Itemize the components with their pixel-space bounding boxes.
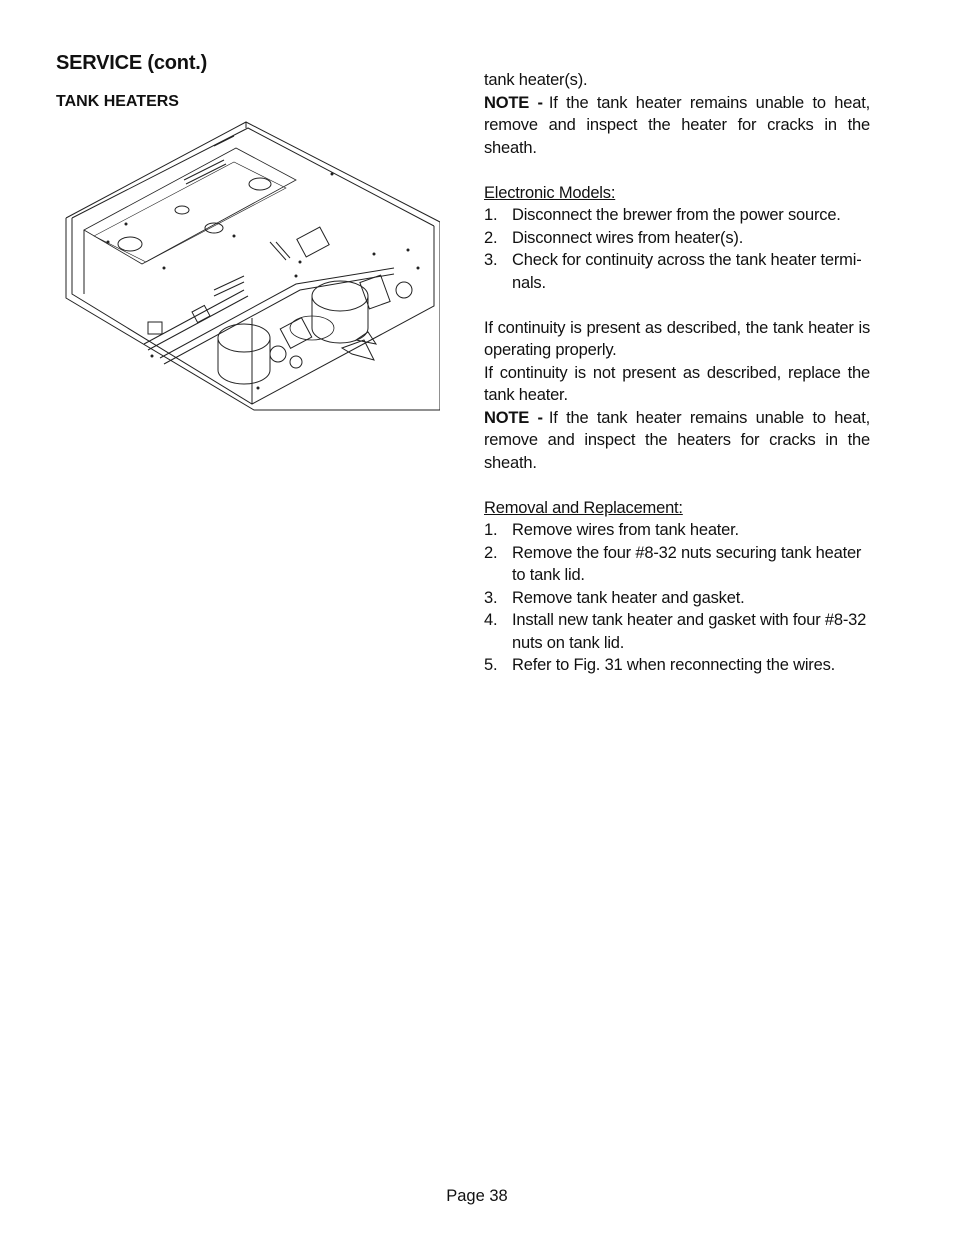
list-item: 3. Remove tank heater and gasket. — [484, 588, 745, 607]
electronic-models-heading: Electronic Models: — [484, 183, 616, 202]
note-2 — [484, 407, 870, 475]
list-item: 2. Disconnect wires from heater(s). — [484, 228, 744, 247]
note-text: If the tank heater remains unable to heat, remove and inspect the heaters for cracks in the sheath. — [484, 408, 870, 472]
note-label: NOTE - — [484, 408, 543, 427]
continuity-absent-text: If continuity is not present as described, replace the tank heater. — [484, 363, 870, 404]
removal-steps — [484, 519, 870, 677]
continuation-text: tank heater(s). — [484, 71, 588, 89]
body-text — [484, 69, 870, 677]
note-label: NOTE - — [484, 93, 543, 112]
list-item: 2. Remove the four #8-32 nuts securing tank heater to tank lid. — [484, 543, 862, 584]
list-item: 4. Install new tank heater and gasket with four #8-32 nuts on tank lid. — [484, 611, 867, 652]
list-item: 3. Check for continuity across the tank heater termi-nals. — [484, 251, 862, 292]
removal-heading: Removal and Replacement: — [484, 498, 683, 517]
electronic-steps — [484, 204, 870, 294]
subsection-title: TANK HEATERS — [56, 93, 179, 110]
list-item: 1. Remove wires from tank heater. — [484, 521, 739, 539]
list-item: 5. Refer to Fig. 31 when reconnecting the wires. — [484, 656, 836, 674]
list-item: 1. Disconnect the brewer from the power source. — [484, 206, 841, 224]
page-number: Page 38 — [446, 1187, 508, 1205]
note-1 — [484, 92, 870, 160]
section-title: SERVICE (cont.) — [56, 52, 208, 74]
note-text: If the tank heater remains unable to heat, remove and inspect the heater for cracks in the sheath. — [484, 93, 870, 157]
continuity-present-text: If continuity is present as described, the tank heater is operating properly. — [484, 318, 870, 359]
tank-heater-illustration — [64, 118, 440, 414]
